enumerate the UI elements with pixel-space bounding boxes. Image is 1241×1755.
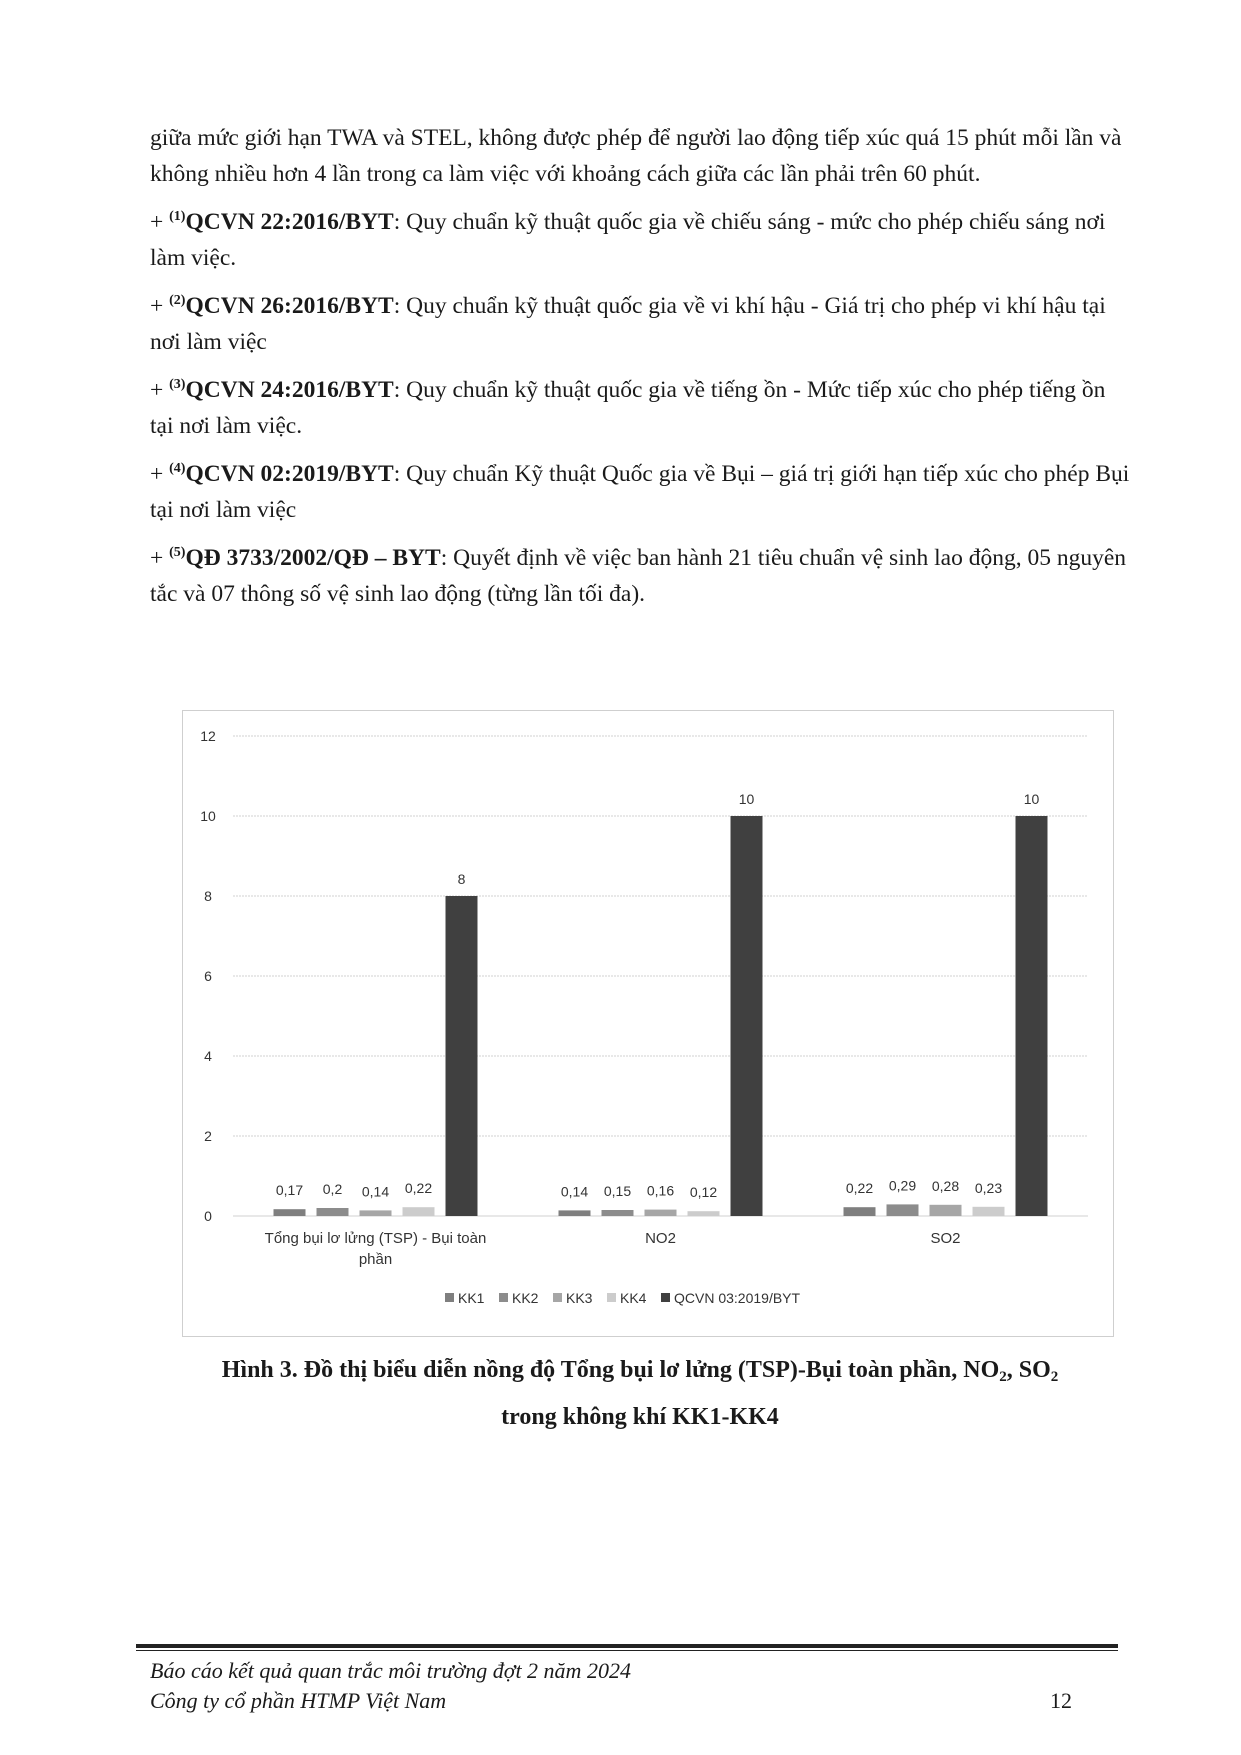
x-tick-label-line: NO2 <box>645 1230 676 1247</box>
x-tick-label <box>930 1230 960 1247</box>
bar <box>559 1210 591 1216</box>
legend-swatch <box>607 1293 616 1302</box>
item-marker: (1) <box>169 209 186 224</box>
item-prefix: + <box>150 293 170 319</box>
footer-rule <box>136 1644 1118 1648</box>
data-label: 0,14 <box>560 1183 589 1200</box>
bar <box>403 1207 435 1216</box>
item-marker: (4) <box>169 461 186 476</box>
item-text: : Quy chuẩn kỹ thuật quốc gia về tiếng ồn - Mức tiếp xúc cho phép tiếng ồn tại nơi làm việc. <box>150 377 1106 439</box>
data-label: 0,15 <box>603 1183 632 1199</box>
y-tick-label: 12 <box>200 728 216 744</box>
legend-label: KK3 <box>566 1290 593 1306</box>
legend-label: QCVN 03:2019/BYT <box>674 1290 801 1306</box>
data-label: 0,17 <box>275 1182 304 1199</box>
bar <box>446 896 478 1216</box>
bar <box>688 1211 720 1216</box>
bar <box>274 1209 306 1216</box>
x-tick-label <box>645 1230 676 1247</box>
legend-swatch <box>553 1293 562 1302</box>
legend-swatch <box>661 1293 670 1302</box>
data-label: 0,14 <box>361 1183 390 1200</box>
list-item <box>150 204 1130 276</box>
item-code: QĐ 3733/2002/QĐ – BYT <box>185 545 441 571</box>
page-number: 12 <box>1050 1688 1072 1713</box>
list-item <box>150 540 1130 612</box>
y-tick-label: 4 <box>204 1048 212 1064</box>
y-tick-label: 2 <box>204 1128 212 1144</box>
bar <box>844 1207 876 1216</box>
footer-line-1: Báo cáo kết quả quan trắc môi trường đợt 2 năm 2024 <box>150 1658 631 1683</box>
y-tick-label: 10 <box>200 808 216 824</box>
data-label: 10 <box>738 791 755 807</box>
legend-label: KK4 <box>620 1290 647 1306</box>
data-label: 0,12 <box>689 1184 718 1201</box>
data-label: 10 <box>1023 791 1040 807</box>
legend-swatch <box>445 1293 454 1302</box>
bar <box>645 1210 677 1216</box>
x-tick-label-line: Tổng bụi lơ lửng (TSP) - Bụi toàn <box>264 1230 487 1247</box>
body-text <box>150 120 1130 624</box>
data-label: 0,23 <box>974 1179 1003 1196</box>
x-tick-label <box>265 1230 487 1268</box>
item-text: : Quy chuẩn Kỹ thuật Quốc gia về Bụi – giá trị giới hạn tiếp xúc cho phép Bụi tại nơi làm việc <box>150 461 1130 523</box>
bar <box>973 1207 1005 1216</box>
item-text: : Quy chuẩn kỹ thuật quốc gia về vi khí hậu - Giá trị cho phép vi khí hậu tại nơi làm việc <box>150 293 1106 355</box>
caption-text-1: Hình 3. Đồ thị biểu diễn nồng độ Tổng bụi lơ lửng (TSP)-Bụi toàn phần, NO <box>221 1357 1000 1383</box>
item-text: : Quy chuẩn kỹ thuật quốc gia về chiếu sáng - mức cho phép chiếu sáng nơi làm việc. <box>150 209 1106 271</box>
data-label: 0,16 <box>646 1182 675 1199</box>
data-label: 0,22 <box>404 1180 433 1197</box>
bar <box>317 1208 349 1216</box>
item-code: QCVN 24:2016/BYT <box>185 377 394 403</box>
bar-chart <box>183 711 1113 1336</box>
caption-line-1 <box>150 1350 1130 1397</box>
list-item <box>150 456 1130 528</box>
bar <box>1016 816 1048 1216</box>
footer-line-2: Công ty cổ phần HTMP Việt Nam <box>150 1688 447 1713</box>
x-tick-label-line: phần <box>358 1251 393 1268</box>
list-item <box>150 288 1130 360</box>
legend-label: KK1 <box>458 1290 485 1306</box>
legend-label: KK2 <box>512 1290 539 1306</box>
item-code: QCVN 22:2016/BYT <box>185 209 394 235</box>
chart-frame <box>182 710 1114 1337</box>
caption-line-2: trong không khí KK1-KK4 <box>501 1404 779 1430</box>
caption-subscript-1: 2 <box>999 1369 1007 1385</box>
bar <box>360 1210 392 1216</box>
bar <box>602 1210 634 1216</box>
item-marker: (2) <box>169 293 186 308</box>
item-marker: (5) <box>169 545 186 560</box>
item-prefix: + <box>150 461 170 487</box>
bar <box>930 1205 962 1216</box>
item-marker: (3) <box>169 377 186 392</box>
item-code: QCVN 26:2016/BYT <box>185 293 394 319</box>
data-label: 0,28 <box>931 1177 960 1194</box>
bar <box>887 1204 919 1216</box>
bar <box>731 816 763 1216</box>
list-item <box>150 372 1130 444</box>
legend-swatch <box>499 1293 508 1302</box>
item-code: QCVN 02:2019/BYT <box>185 461 394 487</box>
x-tick-label-line: SO2 <box>930 1230 961 1247</box>
data-label: 0,22 <box>845 1180 874 1197</box>
data-label: 0,29 <box>888 1177 917 1194</box>
caption-text-2: , SO <box>1006 1357 1051 1383</box>
y-tick-label: 8 <box>204 888 212 904</box>
data-label: 8 <box>457 871 466 887</box>
footer-rule-thin <box>136 1650 1118 1651</box>
item-prefix: + <box>150 545 170 571</box>
figure-caption <box>150 1350 1130 1437</box>
caption-subscript-2: 2 <box>1050 1369 1059 1385</box>
item-prefix: + <box>150 377 170 403</box>
paragraph-intro: giữa mức giới hạn TWA và STEL, không được phép để người lao động tiếp xúc quá 15 phút mỗi lần và không nhiều hơn 4 lần trong ca làm việc với khoảng cách giữa các lần phải trên 60 phút. <box>150 125 1122 187</box>
footer <box>150 1656 1080 1716</box>
data-label: 0,2 <box>322 1181 343 1197</box>
item-text: : Quyết định về việc ban hành 21 tiêu chuẩn vệ sinh lao động, 05 nguyên tắc và 07 thông số vệ sinh lao động (từng lần tối đa). <box>150 545 1126 607</box>
y-tick-label: 0 <box>204 1208 212 1224</box>
y-tick-label: 6 <box>204 968 212 984</box>
item-prefix: + <box>150 209 170 235</box>
